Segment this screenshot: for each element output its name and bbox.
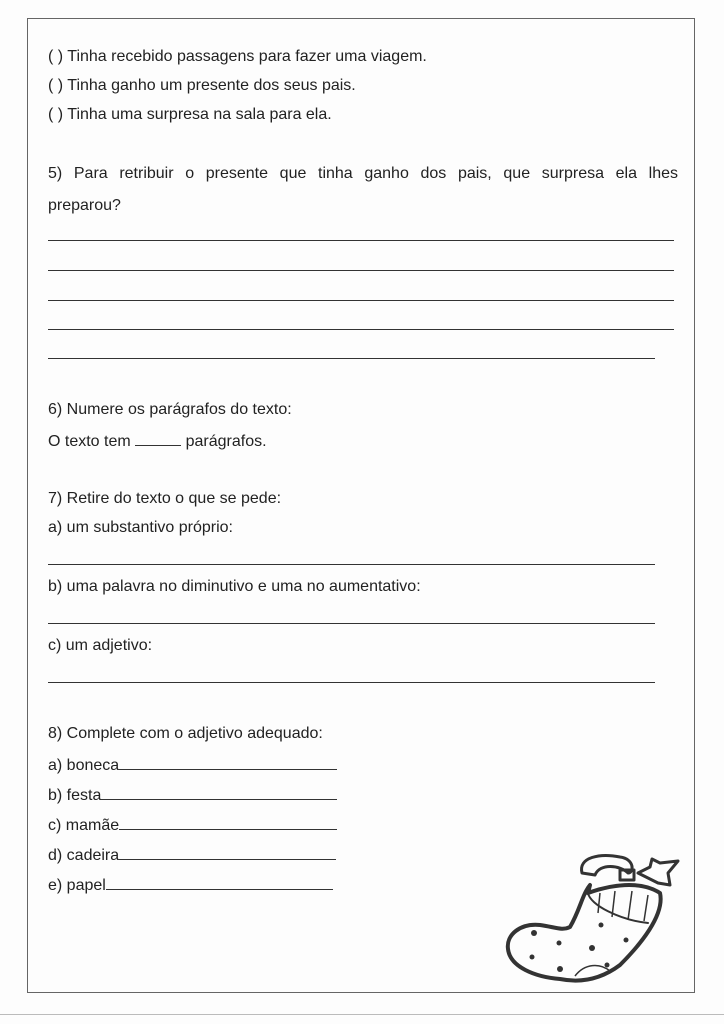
q7-b: b) uma palavra no diminutivo e uma no aumentativo: <box>48 578 421 595</box>
q8-item <box>48 844 336 866</box>
q5-text-line1: 5) Para retribuir o presente que tinha ganho dos pais, que surpresa ela lhes <box>48 165 678 182</box>
q6-sentence <box>48 430 267 452</box>
q8-blank[interactable] <box>101 784 337 800</box>
answer-line[interactable] <box>48 300 674 301</box>
q8-label: c) mamãe <box>48 817 120 834</box>
christmas-stocking-icon <box>500 845 690 985</box>
q8-label: e) papel <box>48 877 106 894</box>
q6-before: O texto tem <box>48 433 131 450</box>
answer-line[interactable] <box>48 682 655 683</box>
q8-blank[interactable] <box>119 844 336 860</box>
answer-line[interactable] <box>48 623 655 624</box>
q8-item <box>48 874 333 896</box>
answer-line[interactable] <box>48 240 674 241</box>
q7-c: c) um adjetivo: <box>48 637 153 654</box>
q8-label: b) festa <box>48 787 102 804</box>
q8-item <box>48 754 337 776</box>
answer-line[interactable] <box>48 329 674 330</box>
q8-label: a) boneca <box>48 757 120 774</box>
answer-line[interactable] <box>48 270 674 271</box>
q8-title: 8) Complete com o adjetivo adequado: <box>48 725 323 742</box>
q4-option-3: ( ) Tinha uma surpresa na sala para ela. <box>48 106 332 123</box>
q8-blank[interactable] <box>119 814 337 830</box>
q8-label: d) cadeira <box>48 847 120 864</box>
q8-blank[interactable] <box>119 754 337 770</box>
q6-after: parágrafos. <box>185 433 267 450</box>
q5-text-line2: preparou? <box>48 197 121 214</box>
answer-line[interactable] <box>48 358 655 359</box>
q7-a: a) um substantivo próprio: <box>48 519 233 536</box>
q6-title: 6) Numere os parágrafos do texto: <box>48 401 292 418</box>
q6-blank[interactable] <box>135 430 181 446</box>
page-edge <box>0 1014 724 1015</box>
q4-option-2: ( ) Tinha ganho um presente dos seus pais. <box>48 77 356 94</box>
q7-title: 7) Retire do texto o que se pede: <box>48 490 282 507</box>
q8-item <box>48 784 337 806</box>
q4-option-1: ( ) Tinha recebido passagens para fazer uma viagem. <box>48 48 427 65</box>
q8-item <box>48 814 337 836</box>
q8-blank[interactable] <box>106 874 333 890</box>
answer-line[interactable] <box>48 564 655 565</box>
